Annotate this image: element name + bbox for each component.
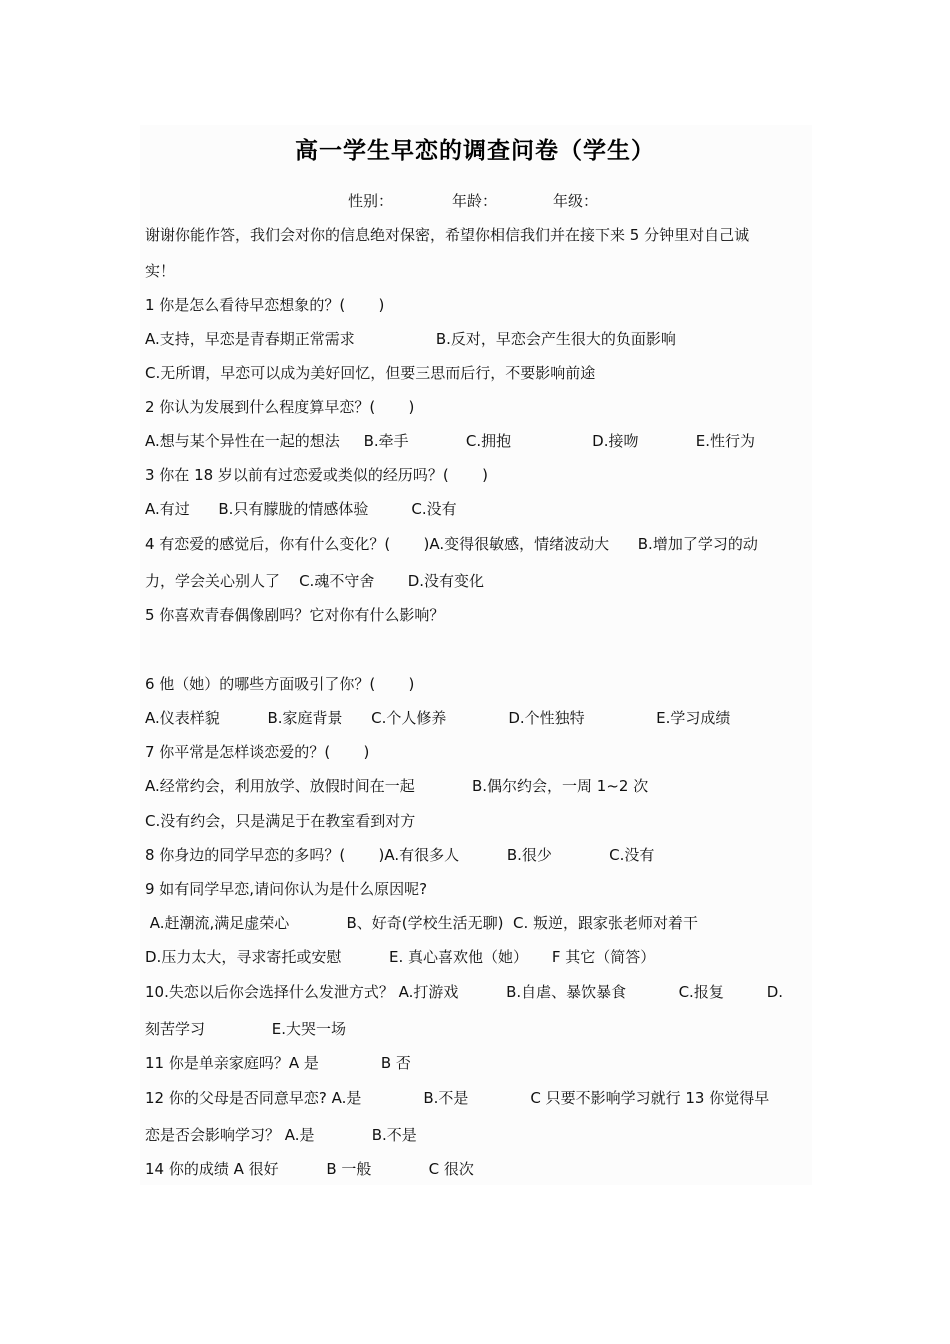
question-10: 10.失恋以后你会选择什么发泄方式？ A.打游戏 B.自虐、暴饮暴食 C.报复 D. [145,983,784,1001]
question-1: 1 你是怎么看待早恋想象的？( ) [145,296,385,314]
question-4: 4 有恋爱的感觉后，你有什么变化？( )A.变得很敏感，情绪波动大 B.增加了学习的动 [145,535,758,553]
question-9: 9 如有同学早恋,请问你认为是什么原因呢? [145,880,428,898]
question-2: 2 你认为发展到什么程度算早恋？( ) [145,398,415,416]
grade-field-label: 年级： [553,192,599,210]
question-14: 14 你的成绩 A 很好 B 一般 C 很次 [145,1160,474,1178]
question-8: 8 你身边的同学早恋的多吗？( )A.有很多人 B.很少 C.没有 [145,846,655,864]
question-3: 3 你在 18 岁以前有过恋爱或类似的经历吗？( ) [145,466,489,484]
question-1-options-ab: A.支持，早恋是青春期正常需求 B.反对，早恋会产生很大的负面影响 [145,330,676,348]
question-3-options: A.有过 B.只有朦胧的情感体验 C.没有 [145,500,457,518]
question-10-continued: 刻苦学习 E.大哭一场 [145,1020,346,1038]
question-9-options-def: D.压力太大，寻求寄托或安慰 E. 真心喜欢他（她） F 其它（简答） [145,948,656,966]
question-7-options-ab: A.经常约会，利用放学、放假时间在一起 B.偶尔约会，一周 1~2 次 [145,777,649,795]
question-12-and-13: 12 你的父母是否同意早恋? A.是 B.不是 C 只要不影响学习就行 13 你觉得早 [145,1089,770,1107]
question-5: 5 你喜欢青春偶像剧吗？它对你有什么影响？ [145,606,445,624]
question-1-option-c: C.无所谓，早恋可以成为美好回忆，但要三思而后行，不要影响前途 [145,364,596,382]
question-4-continued: 力，学会关心别人了 C.魂不守舍 D.没有变化 [145,572,485,590]
age-field-label: 年龄： [452,192,498,210]
question-7: 7 你平常是怎样谈恋爱的？( ) [145,743,370,761]
question-6-options: A.仪表样貌 B.家庭背景 C.个人修养 D.个性独特 E.学习成绩 [145,709,731,727]
question-7-option-c: C.没有约会，只是满足于在教室看到对方 [145,812,416,830]
question-13-continued: 恋是否会影响学习？ A.是 B.不是 [145,1126,417,1144]
gender-field-label: 性别： [348,192,394,210]
question-9-options-abc: A.赶潮流,满足虚荣心 B、好奇(学校生活无聊) C. 叛逆，跟家张老师对着干 [145,914,699,932]
question-6: 6 他（她）的哪些方面吸引了你？( ) [145,675,415,693]
intro-text-line-2: 实！ [145,262,176,280]
intro-text-line-1: 谢谢你能作答，我们会对你的信息绝对保密，希望你相信我们并在接下来 5 分钟里对自己诚 [145,226,750,244]
page-title: 高一学生早恋的调查问卷（学生） [295,137,655,164]
question-11: 11 你是单亲家庭吗？A 是 B 否 [145,1054,411,1072]
question-2-options: A.想与某个异性在一起的想法 B.牵手 C.拥抱 D.接吻 E.性行为 [145,432,755,450]
